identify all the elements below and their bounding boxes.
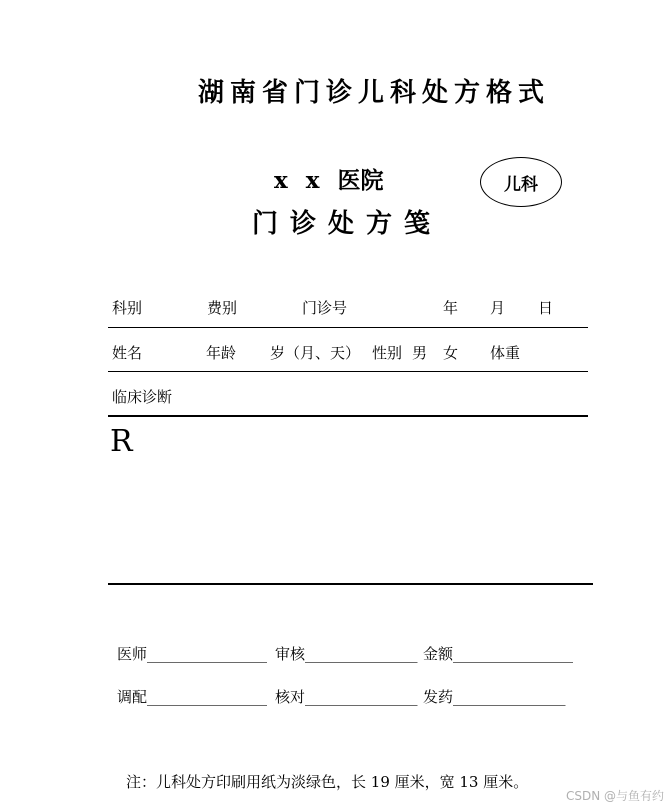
header-bottom-divider [108,415,588,417]
watermark: CSDN @与鱼有约 [566,789,665,803]
prescription-subtitle: 门诊处方笺 [252,209,443,239]
issuer-signature-field: 发药_______________ [423,688,566,706]
hospital-name: x x 医院 [274,167,384,194]
gender-label: 性别 [372,344,403,362]
dispenser-signature-field: 调配________________ [117,688,268,706]
name-label: 姓名 [112,344,143,362]
age-label: 年龄 [206,344,237,362]
checker-signature-field: 核对_______________ [275,688,418,706]
weight-label: 体重 [490,344,521,362]
pediatrics-badge [480,157,562,207]
fee-type-label: 费别 [207,299,238,317]
rx-area-divider [108,583,593,585]
document-title: 湖南省门诊儿科处方格式 [198,78,551,108]
day-label: 日 [538,299,554,317]
footnote: 注：儿科处方印刷用纸为淡绿色，长 19 厘米，宽 13 厘米。 [126,773,529,791]
pediatrics-badge-label: 儿科 [504,174,538,195]
rx-symbol: R [110,424,133,459]
row-divider [108,327,588,328]
outpatient-number-label: 门诊号 [302,299,348,317]
reviewer-signature-field: 审核_______________ [275,645,418,663]
gender-male-option: 男 [412,344,428,362]
department-label: 科别 [112,299,143,317]
amount-field: 金额________________ [423,645,574,663]
year-label: 年 [443,299,459,317]
diagnosis-label: 临床诊断 [112,388,173,406]
month-label: 月 [490,299,506,317]
age-unit-label: 岁（月、天） [270,344,361,362]
gender-female-option: 女 [443,344,459,362]
doctor-signature-field: 医师________________ [117,645,268,663]
row-divider [108,371,588,372]
